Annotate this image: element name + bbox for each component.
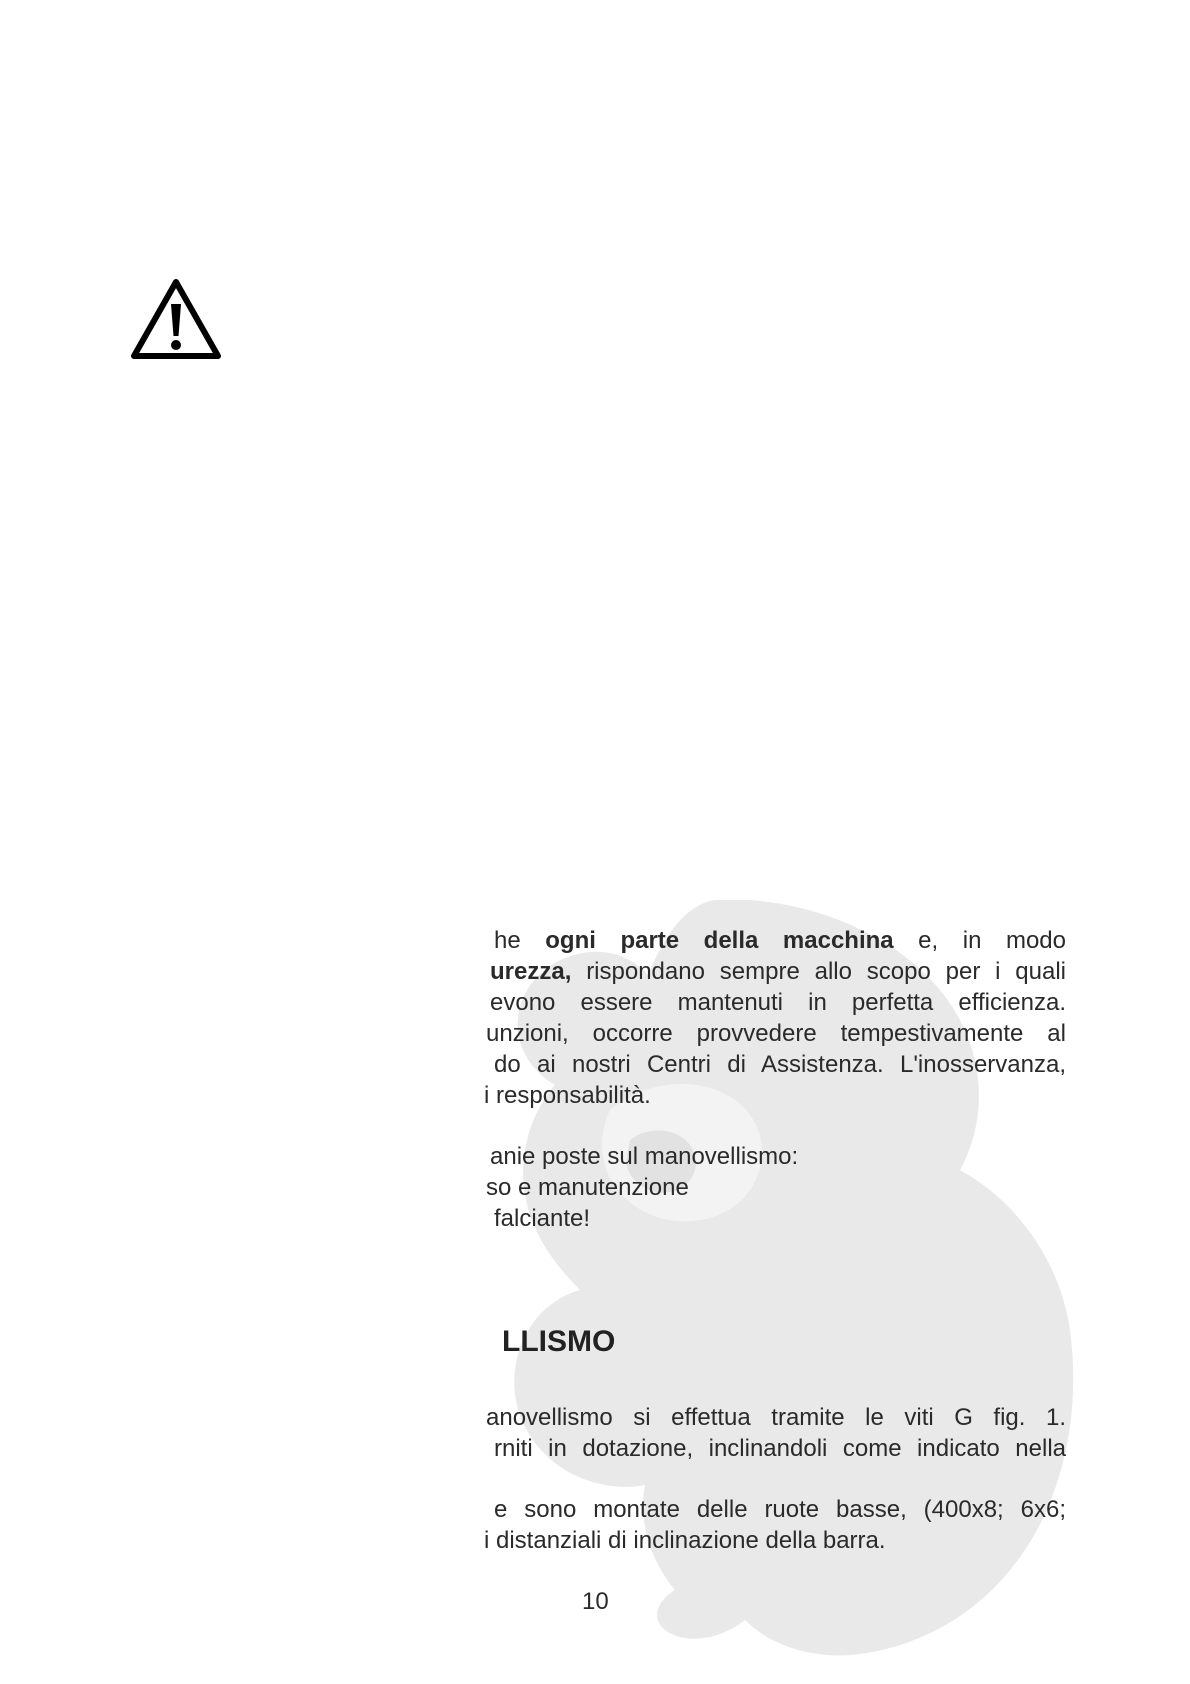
paragraph-line: i responsabilità. [484, 1082, 651, 1109]
page-number: 10 [582, 1588, 609, 1615]
section-heading: LLISMO [502, 1325, 616, 1358]
paragraph-line: unzioni, occorre provvedere tempestivamente al [486, 1020, 1066, 1047]
bold-text-segment: ogni parte della macchina [545, 927, 894, 954]
paragraph-line: anovellismo si effettua tramite le viti G fig. 1. [486, 1404, 1066, 1431]
warning-triangle-icon [128, 276, 224, 362]
paragraph-line [490, 957, 1066, 987]
paragraph-line: evono essere mantenuti in perfetta efficienza. [490, 989, 1066, 1016]
bold-text-segment: urezza, [490, 958, 572, 985]
paragraph-line: anie poste sul manovellismo: [490, 1143, 799, 1170]
text-segment: he [494, 927, 546, 954]
paragraph-line [494, 926, 1066, 956]
text-segment: e, in modo [893, 927, 1067, 954]
paragraph-line: i distanziali di inclinazione della barra. [484, 1527, 886, 1554]
paragraph-line: do ai nostri Centri di Assistenza. L'inosservanza, [494, 1051, 1066, 1078]
paragraph-line: rniti in dotazione, inclinandoli come indicato nella [494, 1435, 1066, 1462]
paragraph-line: so e manutenzione [486, 1174, 689, 1201]
paragraph-line: e sono montate delle ruote basse, (400x8; 6x6; [494, 1496, 1066, 1523]
text-segment: rispondano sempre allo scopo per i quali [571, 958, 1066, 985]
paragraph-line: falciante! [494, 1205, 591, 1232]
